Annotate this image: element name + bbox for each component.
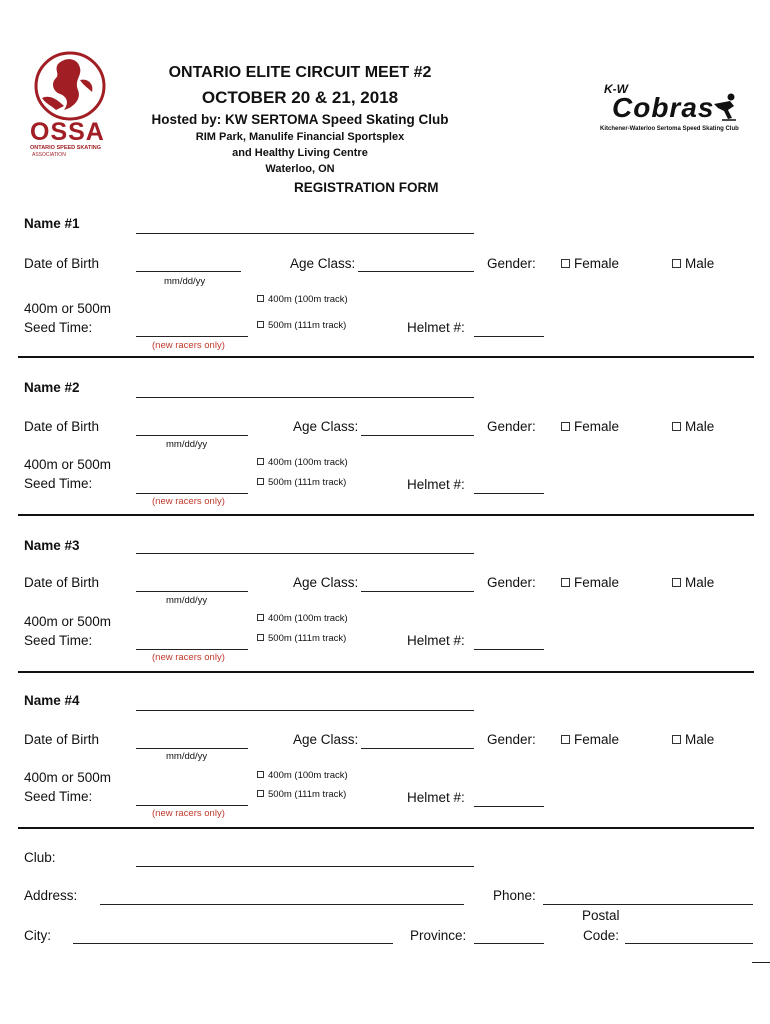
new-racers-note: (new racers only) — [152, 496, 225, 507]
seed-label-line2: Seed Time: — [24, 320, 93, 335]
male-checkbox-icon[interactable] — [672, 735, 681, 744]
city-label: City: — [24, 928, 51, 943]
name-label: Name #4 — [24, 693, 80, 708]
seed-label-line2: Seed Time: — [24, 476, 93, 491]
helmet-label: Helmet #: — [407, 633, 465, 648]
male-option[interactable]: Male — [672, 256, 714, 271]
age-class-label: Age Class: — [293, 575, 359, 590]
age-class-label: Age Class: — [290, 256, 356, 271]
name-label: Name #2 — [24, 380, 80, 395]
new-racers-note: (new racers only) — [152, 652, 225, 663]
helmet-label: Helmet #: — [407, 790, 465, 805]
name-label: Name #3 — [24, 538, 80, 553]
female-option[interactable]: Female — [561, 256, 619, 271]
age-class-input-line[interactable] — [361, 748, 474, 749]
name-label: Name #1 — [24, 216, 80, 231]
address-input-line[interactable] — [100, 904, 464, 905]
male-option[interactable]: Male — [672, 419, 714, 434]
dob-format: mm/dd/yy — [164, 276, 206, 287]
dob-label: Date of Birth — [24, 256, 100, 271]
gender-label: Gender: — [487, 732, 536, 747]
meet-title: ONTARIO ELITE CIRCUIT MEET #2 — [168, 64, 432, 81]
gender-label: Gender: — [487, 419, 536, 434]
cobras-sub: Kitchener-Waterloo Sertoma Speed Skating Club — [600, 126, 739, 132]
gender-label: Gender: — [487, 256, 536, 271]
ossa-sub2: ASSOCIATION — [32, 152, 66, 158]
name-input-line[interactable] — [136, 710, 474, 711]
cobras-kw: K-W — [604, 82, 628, 96]
female-option[interactable]: Female — [561, 575, 619, 590]
gender-label: Gender: — [487, 575, 536, 590]
cobras-wordmark: Cobras — [612, 92, 715, 123]
postal-label-line1: Postal — [582, 908, 620, 923]
host-club: Hosted by: KW SERTOMA Speed Skating Club — [151, 112, 449, 127]
seed-label-line1: 400m or 500m — [24, 301, 112, 316]
form-title: REGISTRATION FORM — [294, 180, 439, 195]
male-option[interactable]: Male — [672, 732, 714, 747]
postal-code-input-line[interactable] — [625, 943, 753, 944]
city-input-line[interactable] — [73, 943, 393, 944]
female-checkbox-icon[interactable] — [561, 735, 570, 744]
helmet-input-line[interactable] — [474, 806, 544, 807]
option-400m[interactable]: 400m (100m track) — [257, 457, 348, 468]
venue-line2: and Healthy Living Centre — [232, 147, 368, 159]
dob-label: Date of Birth — [24, 575, 100, 590]
venue-city: Waterloo, ON — [265, 163, 335, 175]
option-500m[interactable]: 500m (111m track) — [257, 477, 346, 488]
helmet-label: Helmet #: — [407, 320, 465, 335]
province-input-line[interactable] — [474, 943, 544, 944]
province-label: Province: — [410, 928, 467, 943]
venue-line1: RIM Park, Manulife Financial Sportsplex — [195, 131, 405, 143]
dob-label: Date of Birth — [24, 732, 100, 747]
female-option[interactable]: Female — [561, 419, 619, 434]
postal-label-line2: Code: — [583, 928, 620, 943]
new-racers-note: (new racers only) — [152, 808, 225, 819]
checkbox-400m-icon[interactable] — [257, 771, 264, 778]
new-racers-note: (new racers only) — [152, 340, 225, 351]
seed-time-input-line[interactable] — [136, 805, 248, 806]
dob-format: mm/dd/yy — [166, 439, 208, 450]
option-500m[interactable]: 500m (111m track) — [257, 320, 346, 331]
seed-label-line1: 400m or 500m — [24, 614, 112, 629]
female-option[interactable]: Female — [561, 732, 619, 747]
helmet-label: Helmet #: — [407, 477, 465, 492]
phone-label: Phone: — [493, 888, 536, 903]
age-class-label: Age Class: — [293, 419, 359, 434]
dob-label: Date of Birth — [24, 419, 100, 434]
club-label: Club: — [24, 850, 56, 865]
dob-format: mm/dd/yy — [166, 751, 208, 762]
ossa-sub1: ONTARIO SPEED SKATING — [30, 145, 101, 151]
dob-input-line[interactable] — [136, 748, 248, 749]
checkbox-500m-icon[interactable] — [257, 790, 264, 797]
page-corner-mark — [752, 962, 770, 963]
male-option[interactable]: Male — [672, 575, 714, 590]
option-400m[interactable]: 400m (100m track) — [257, 294, 348, 305]
option-500m[interactable]: 500m (111m track) — [257, 633, 346, 644]
option-400m[interactable]: 400m (100m track) — [257, 613, 348, 624]
seed-label-line1: 400m or 500m — [24, 770, 112, 785]
meet-dates: OCTOBER 20 & 21, 2018 — [201, 88, 399, 107]
seed-label-line2: Seed Time: — [24, 633, 93, 648]
club-input-line[interactable] — [136, 866, 474, 867]
seed-label-line2: Seed Time: — [24, 789, 93, 804]
section-divider — [18, 827, 754, 829]
phone-input-line[interactable] — [543, 904, 753, 905]
option-400m[interactable]: 400m (100m track) — [257, 770, 348, 781]
dob-format: mm/dd/yy — [166, 595, 208, 606]
age-class-label: Age Class: — [293, 732, 359, 747]
seed-label-line1: 400m or 500m — [24, 457, 112, 472]
ossa-wordmark: OSSA — [30, 118, 105, 146]
address-label: Address: — [24, 888, 78, 903]
option-500m[interactable]: 500m (111m track) — [257, 789, 346, 800]
